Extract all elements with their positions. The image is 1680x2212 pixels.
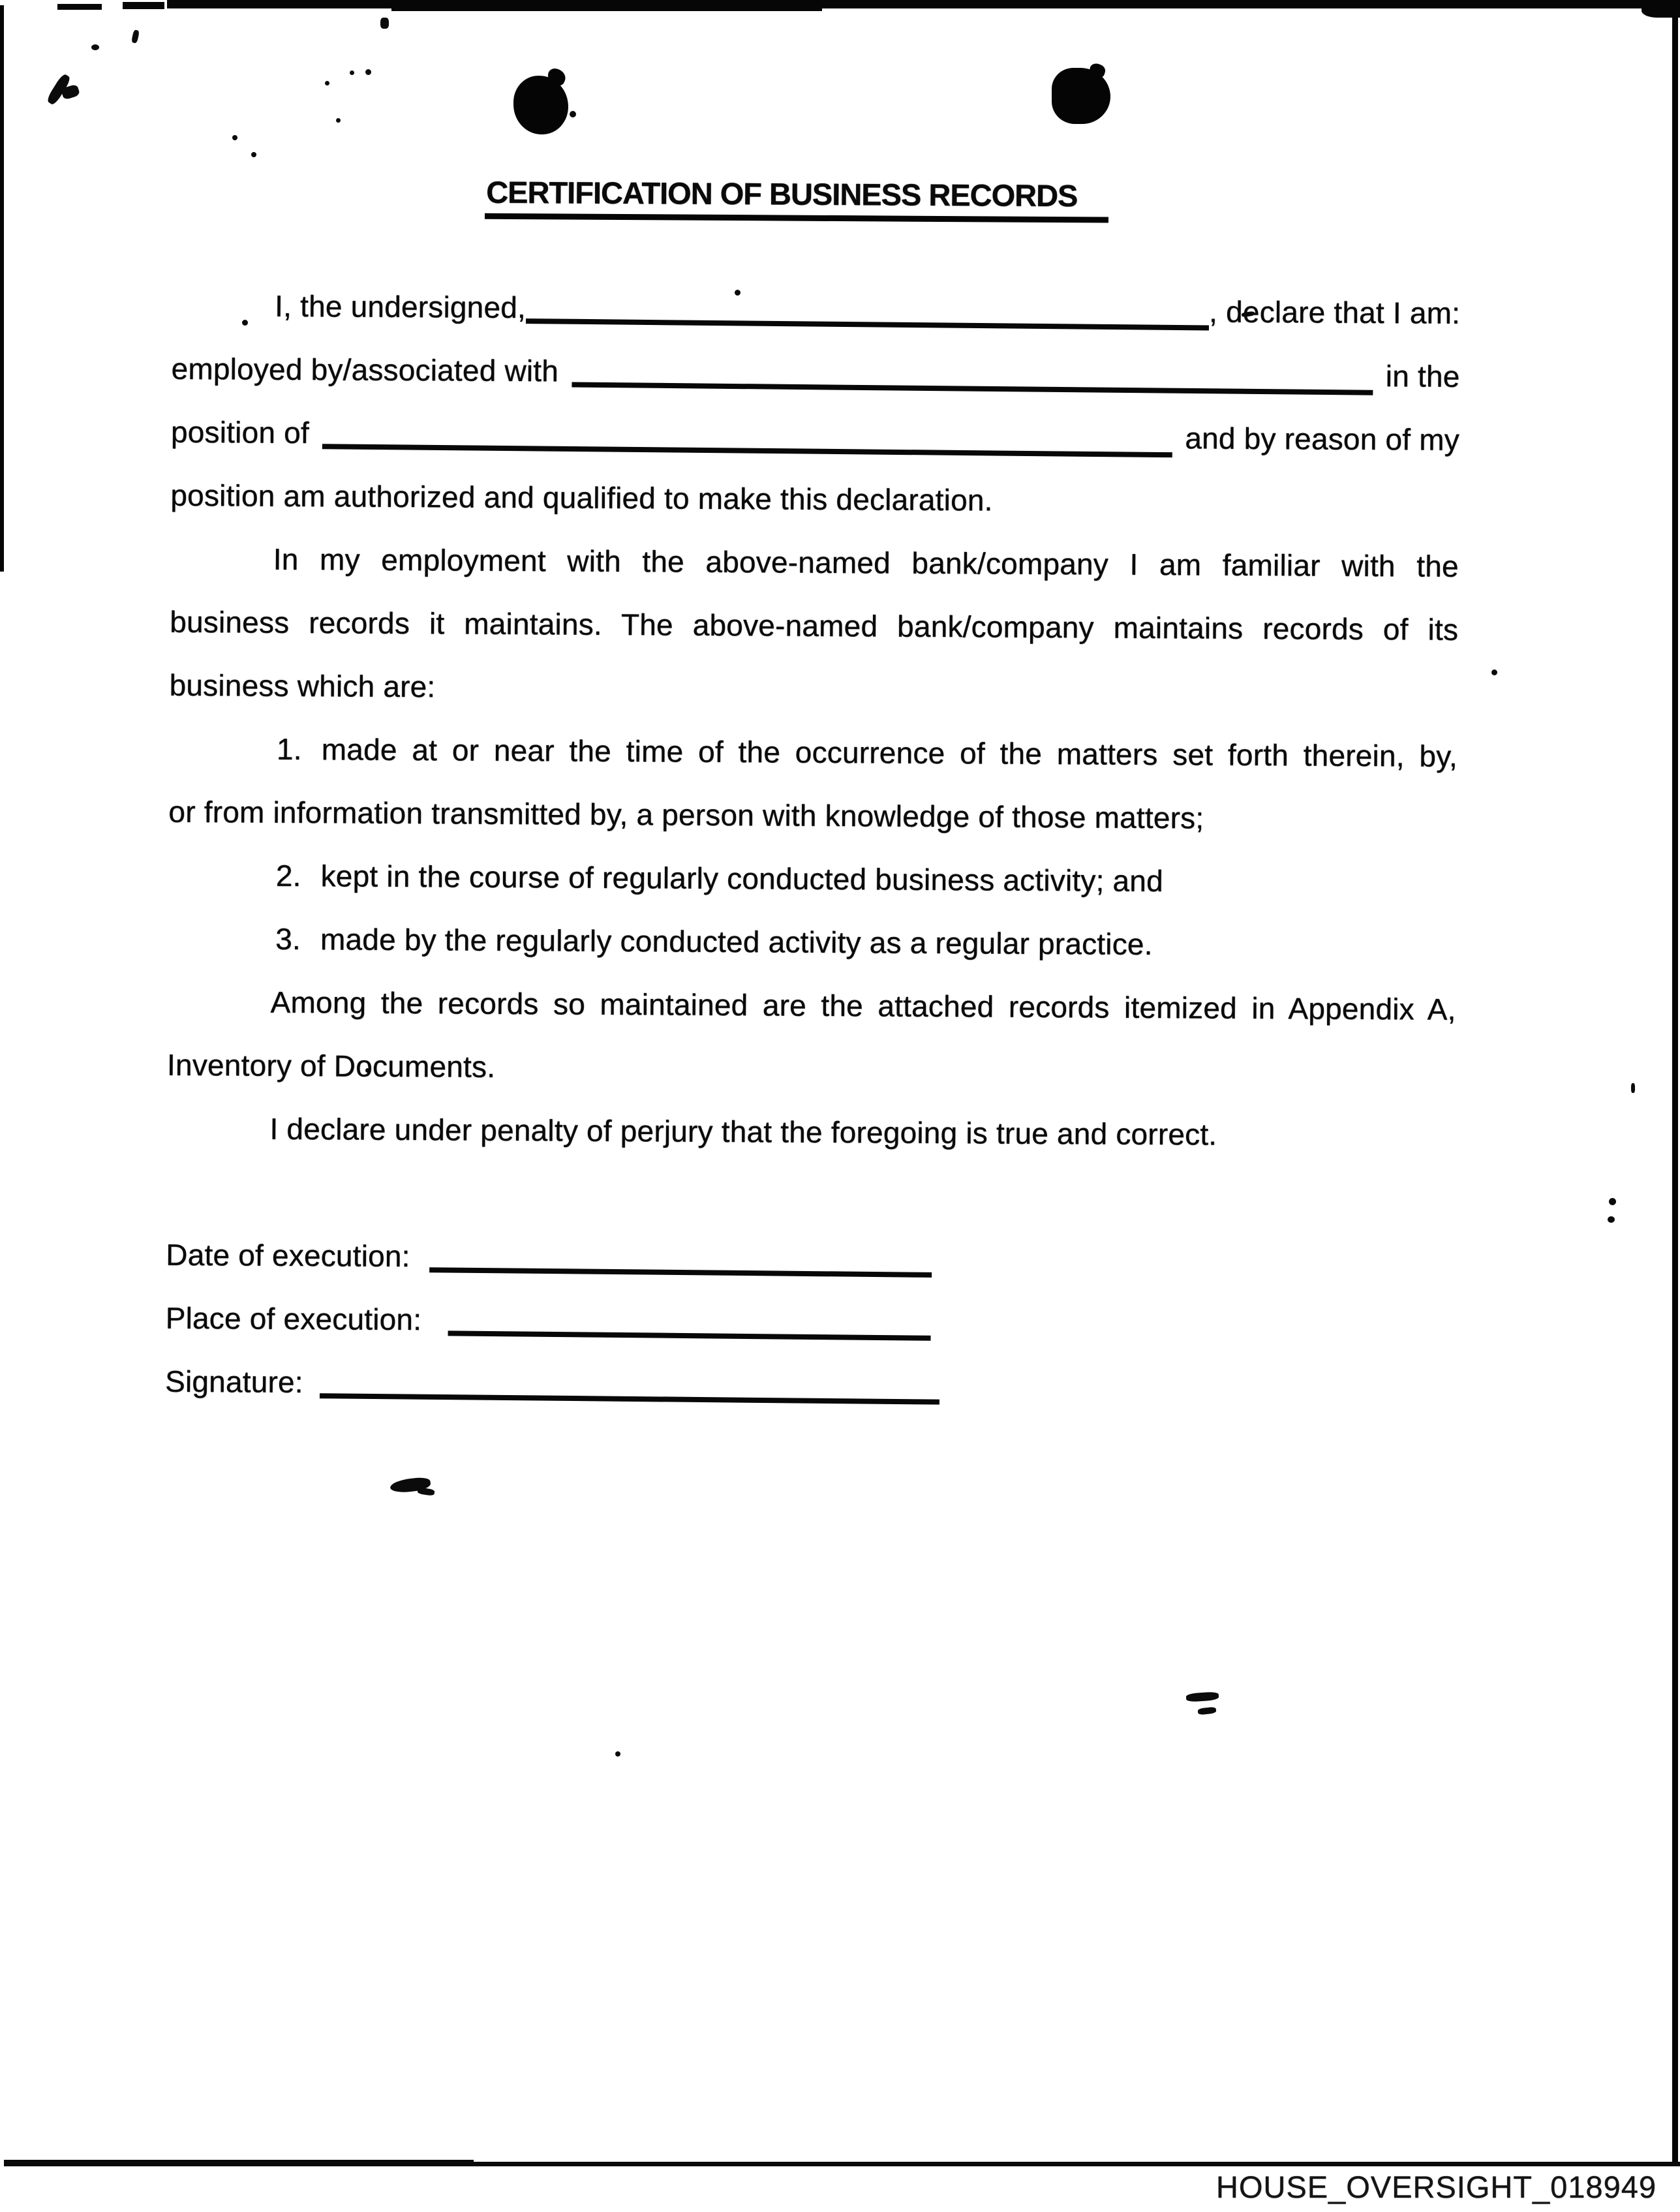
bates-number: HOUSE_OVERSIGHT_018949 [1215,2170,1657,2204]
text-position-pre: position of [170,414,310,450]
paragraph1-line4: position am authorized and qualified to make this declaration. [170,478,993,517]
list-item-2 [168,844,1458,915]
list-item-1-text: made at or near the time of the occurrence of the matters set forth therein, by, [321,732,1458,773]
place-of-execution-label: Place of execution: [165,1300,422,1337]
list-item-3-text: made by the regularly conducted activity as a regular practice. [320,922,1153,961]
field-date-of-execution [166,1223,1455,1295]
form-line-employer [171,337,1460,408]
date-of-execution-label: Date of execution: [166,1237,410,1274]
paragraph2-line2: business records it maintains. The above-named bank/company maintains records of its [170,604,1459,647]
list-item-3-number: 3. [275,921,301,957]
paragraph2-line3: business which are: [169,668,436,704]
text-undersigned-post: , declare that I am: [1208,294,1461,330]
text-employer-post: in the [1385,359,1460,393]
text-undersigned-pre: I, the undersigned, [274,288,527,325]
form-line-position [171,401,1460,472]
form-line-undersigned [172,274,1461,345]
list-item-2-text: kept in the course of regularly conducted business activity; and [320,859,1164,899]
paragraph3-line2: Inventory of Documents. [166,1047,496,1084]
paragraph3-line1: Among the records so maintained are the attached records itemized in Appendix A, [270,985,1456,1026]
place-of-execution-blank-line [448,1329,930,1340]
date-of-execution-blank-line [429,1266,932,1278]
field-signature [165,1350,1454,1421]
list-item-2-number: 2. [275,858,301,893]
signature-blank-line [320,1392,939,1404]
document-body [165,274,1461,1421]
scan-edge-bottom [4,2162,1680,2166]
list-item-1-line1 [169,717,1458,788]
text-position-post: and by reason of my [1185,421,1460,457]
position-blank-line [322,442,1172,457]
text-employer-pre: employed by/associated with [171,351,559,388]
undersigned-name-blank-line [526,317,1209,330]
employer-blank-line [572,381,1373,395]
document-title: CERTIFICATION OF BUSINESS RECORDS [485,177,1109,223]
list-item-1-line2: or from information transmitted by, a person with knowledge of those matters; [168,794,1204,835]
paragraph4-declaration: I declare under penalty of perjury that the foregoing is true and correct. [269,1111,1217,1152]
list-item-3 [168,907,1457,978]
spacer-line [166,1160,1456,1231]
list-item-1-number: 1. [276,731,302,767]
signature-label: Signature: [164,1364,303,1400]
paragraph2-line1: In my employment with the above-named bank/company I am familiar with the [273,542,1459,583]
field-place-of-execution [165,1287,1454,1358]
